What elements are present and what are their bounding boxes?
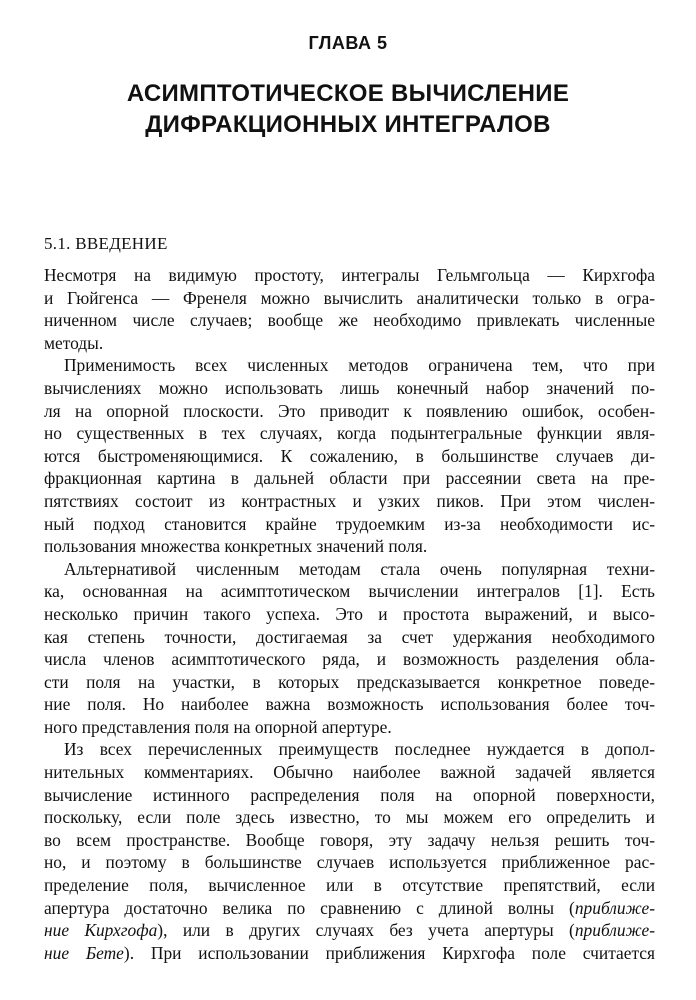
text-line: Из всех перечисленных преимуществ последнее нуждается в допол- — [64, 739, 655, 760]
text-line: кая степень точности, достигаемая за счет удержания необходимого — [44, 626, 655, 647]
italic-term: приближе- — [574, 897, 655, 918]
text-line: Несмотря на видимую простоту, интегралы Гельмгольца — Кирхгофа — [44, 265, 655, 285]
text-line: несколько причин такого успеха. Это и простота выражений, и высо- — [44, 603, 655, 624]
chapter-title — [0, 78, 696, 140]
text-line: вычислениях можно использовать лишь конечный набор значений по- — [44, 377, 655, 398]
text-line: сти поля на участки, в которых предсказывается конкретное поведе- — [44, 671, 655, 692]
text-line: пользования множества конкретных значений поля. — [44, 536, 428, 557]
text-line: нительных комментариях. Обычно наиболее важной задачей является — [44, 762, 655, 783]
text-line: методы. — [44, 332, 104, 353]
text-line: Альтернативой численным методам стала очень популярная техни- — [64, 558, 655, 579]
text-segment: ). При использовании приближения Кирхгофа поле считается — [123, 942, 655, 963]
text-line: Применимость всех численных методов ограничена тем, что при — [64, 355, 655, 376]
text-line: фракционная картина в дальней области при рассеянии света на пре- — [44, 468, 655, 489]
text-line: ного представления поля на опорной апертуре. — [44, 716, 392, 737]
text-line-mixed — [44, 919, 655, 942]
text-line: во всем пространстве. Вообще говоря, эту задачу нельзя решить точ- — [44, 829, 655, 850]
text-segment: апертура достаточно велика по сравнению с длиной волны ( — [44, 897, 575, 918]
text-line: ниченном числе случаев; вообще же необходимо привлекать численные — [44, 310, 655, 331]
text-line: числа членов асимптотического ряда, и возможность разделения обла- — [44, 649, 655, 670]
body-text — [44, 264, 655, 964]
text-line: пределение поля, вычисленное или в отсутствие препятствий, если — [44, 875, 655, 896]
text-line: но, и поэтому в большинстве случаев используется приближенное рас- — [44, 852, 655, 873]
text-line-mixed — [44, 942, 655, 965]
text-line: ние поля. Но наиболее важна возможность использования более точ- — [44, 694, 655, 715]
text-line: но существенных в тех случаях, когда подынтегральные функции явля- — [44, 423, 655, 444]
chapter-label: ГЛАВА 5 — [308, 33, 388, 53]
text-segment: ), или в других случаях без учета апертуры ( — [157, 920, 575, 941]
chapter-title-line-2: ДИФРАКЦИОННЫХ ИНТЕГРАЛОВ — [145, 111, 551, 138]
chapter-title-line-1: АСИМПТОТИЧЕСКОЕ ВЫЧИСЛЕНИЕ — [126, 80, 570, 107]
text-line: ются быстроменяющимися. К сожалению, в большинстве случаев ди- — [44, 445, 655, 466]
text-line: ля на опорной плоскости. Это приводит к появлению ошибок, особен- — [44, 400, 655, 421]
italic-term: ние Бете — [44, 942, 124, 963]
text-line: ный подход становится крайне трудоемким из-за необходимости ис- — [44, 513, 655, 534]
italic-term: ние Кирхгофа — [44, 920, 158, 941]
text-line: ка, основанная на асимптотическом вычислении интегралов [1]. Есть — [44, 581, 655, 602]
text-line: и Гюйгенса — Френеля можно вычислить аналитически только в огра- — [44, 287, 655, 308]
text-line: пятствиях состоит из контрастных и узких пиков. При этом числен- — [44, 490, 655, 511]
section-heading: 5.1. ВВЕДЕНИЕ — [44, 234, 168, 253]
text-line: поскольку, если поле здесь известно, то мы можем его определить и — [44, 807, 655, 828]
text-line: вычисление истинного распределения поля на опорной поверхности, — [44, 784, 655, 805]
italic-term: приближе- — [574, 920, 655, 941]
text-line-mixed — [44, 897, 655, 920]
